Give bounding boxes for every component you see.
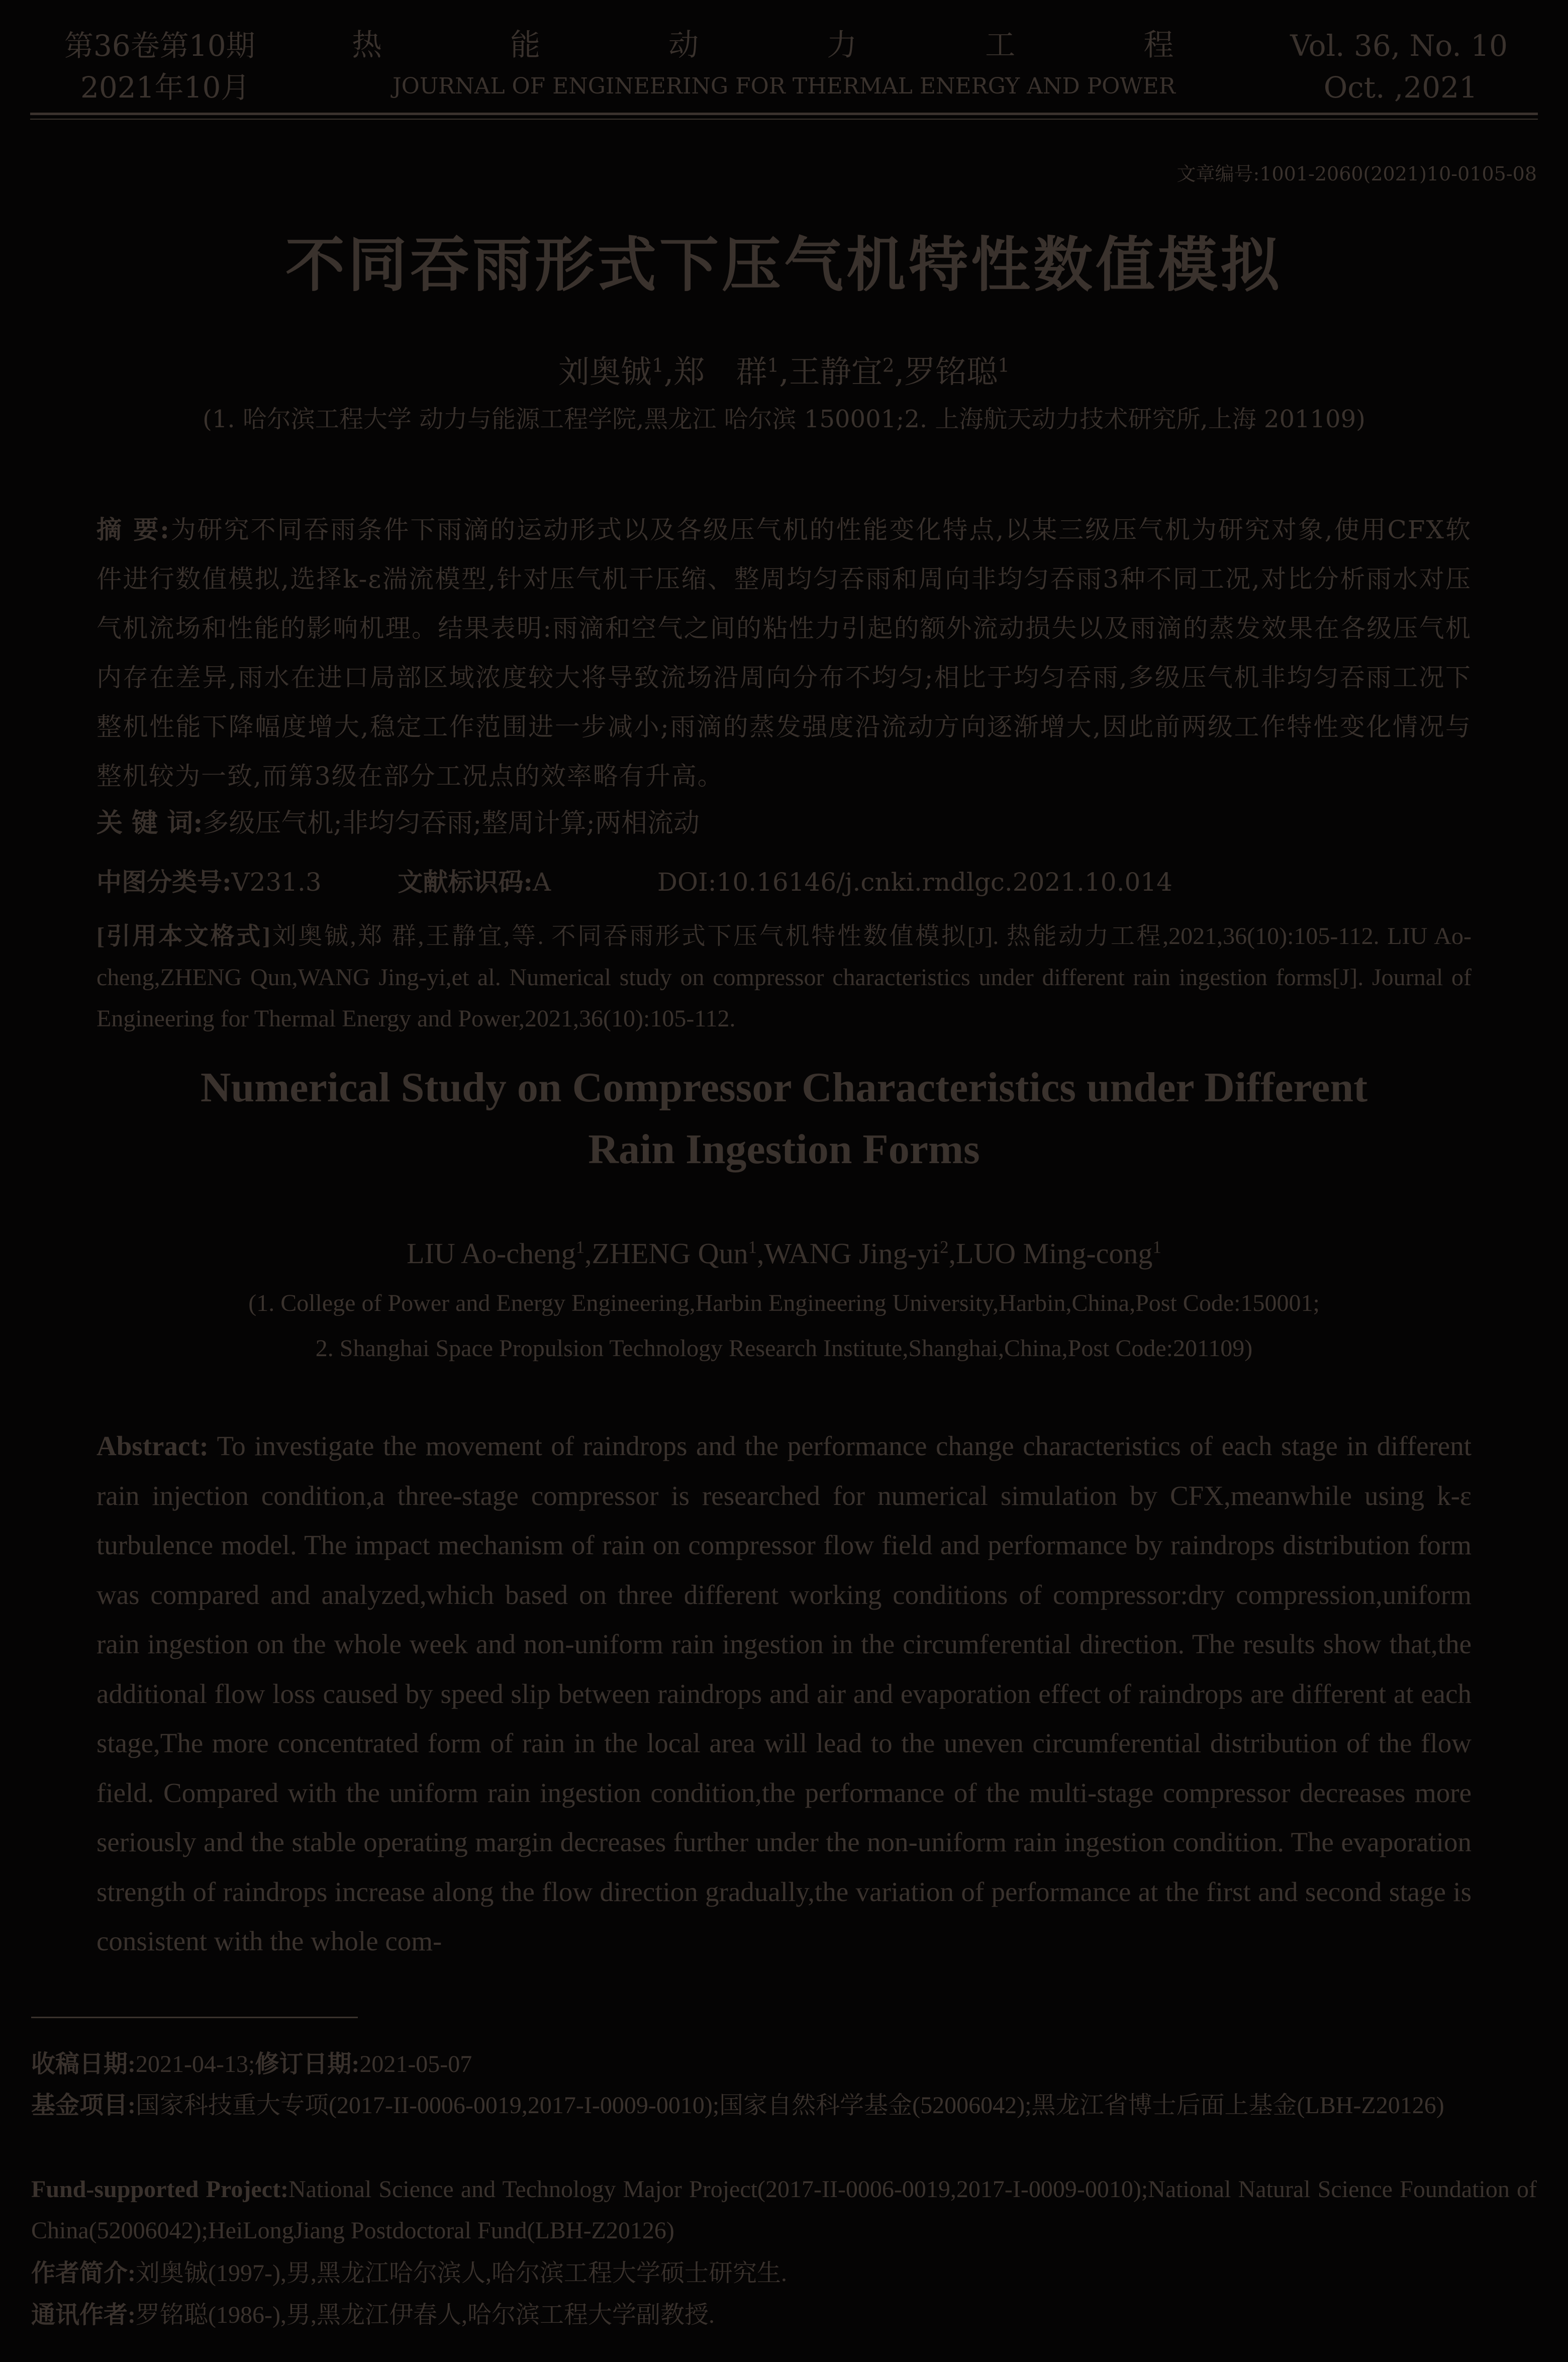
citation <box>96 916 1472 1040</box>
author-en: ZHENG Qun$^1$ <box>592 1237 757 1270</box>
authors-en: LIU Ao-cheng$^1$,ZHENG Qun$^1$,WANG Jing-$yi^2,LUO$ Ming-cong$^1$ <box>407 1237 1161 1270</box>
citation-text: 刘奥铖,郑 群,王静宜,等. 不同吞雨形式下压气机特性数值模拟[J]. 热能动力工程,2021,36(10):105-112. LIU Ao-cheng,ZHENG Qun,WANG Jing-yi,et al. Numerical study on compressor characteristics under different rain ingestion forms[J]. Journal of Engineering for Thermal Energy and Power,2021,36(10):105-112. <box>96 923 1472 1032</box>
abstract-en-label: Abstract: <box>96 1431 209 1461</box>
keywords-label: 关 键 词: <box>96 808 203 838</box>
abstract-en-text: To investigate the movement of raindrops and the performance change characteristics of each stage in different rain injection condition,a three-stage compressor is researched for numerical simulation by CFX,meanwhile using k-ε turbulence model. The impact mechanism of rain on compressor flow field and performance by raindrops distribution form was compared and analyzed,which based on three different working conditions of compressor:dry compression,uniform rain ingestion on the whole week and non-uniform rain ingestion in the circumferential direction. The results show that,the additional flow loss caused by speed slip between raindrops and air and evaporation effect of raindrops are different at each stage,The more concentrated form of rain in the local area will lead to the uneven circumferential distribution of the flow field. Compared with the uniform rain ingestion condition,the performance of the multi-stage compressor decreases more seriously and the stable operating margin decreases further under the non-uniform rain ingestion condition. The evaporation strength of raindrops increase along the flow direction gradually,the variation of performance at the first and second stage is consistent with the whole com- <box>96 1431 1472 1956</box>
author-en: LUO Ming-cong$^1$ <box>955 1237 1161 1270</box>
author-cn: 刘奥铖$^1$ <box>558 353 664 390</box>
article-id: 文章编号:1001-2060(2021)10-0105-08 <box>1177 163 1537 185</box>
authors-cn: 刘奥铖$^1$,郑 群$^1$,王静宜$^2$,罗铭聪$^1$ <box>558 353 1010 390</box>
abstract-cn-label: 摘 要: <box>96 515 170 544</box>
footnote-rule <box>31 2017 358 2018</box>
affiliation-cn: (1. 哈尔滨工程大学 动力与能源工程学院,黑龙江 哈尔滨 150001;2. 上海航天动力技术研究所,上海 201109) <box>203 405 1365 433</box>
classification-line <box>96 862 1172 898</box>
doc-code-label: 文献标识码: <box>398 867 533 897</box>
affiliation-en-line1: (1. College of Power and Energy Engineering,Harbin Engineering University,Harbin,China,Post Code:150001; <box>248 1290 1320 1316</box>
header-rule-bottom <box>30 119 1538 120</box>
date-cn: 2021年10月 <box>80 70 250 105</box>
affiliation-en-line2: 2. Shanghai Space Propulsion Technology Research Institute,Shanghai,China,Post Code:201109) <box>315 1335 1253 1362</box>
footnote-dates: 收稿日期:2021-04-13;修订日期:2021-05-07 <box>31 2051 472 2077</box>
title-en-line1: Numerical Study on Compressor Characteristics under Different <box>200 1064 1368 1111</box>
journal-title-en: JOURNAL OF ENGINEERING FOR THERMAL ENERGY AND POWER <box>393 73 1175 99</box>
author-cn: 罗铭聪$^1$ <box>904 353 1010 390</box>
author-cn: 王静宜$^2$ <box>789 353 895 390</box>
keywords-text: 多级压气机;非均匀吞雨;整周计算;两相流动 <box>203 808 700 838</box>
clc-label: 中图分类号: <box>96 867 232 897</box>
volume-issue-en: Vol. 36, No. 10 <box>1290 29 1508 63</box>
doc-code-value: A <box>533 868 551 897</box>
doi: DOI:10.16146/j.cnki.rndlgc.2021.10.014 <box>657 868 1172 897</box>
author-en: WANG Jing-$yi^2$ <box>764 1237 949 1270</box>
title-cn: 不同吞雨形式下压气机特性数值模拟 <box>285 230 1283 300</box>
header-rule-top <box>30 113 1538 115</box>
abstract-cn-text: 为研究不同吞雨条件下雨滴的运动形式以及各级压气机的性能变化特点,以某三级压气机为研究对象,使用CFX软件进行数值模拟,选择k-ε湍流模型,针对压气机干压缩、整周均匀吞雨和周向非均匀吞雨3种不同工况,对比分析雨水对压气机流场和性能的影响机理。结果表明:雨滴和空气之间的粘性力引起的额外流动损失以及雨滴的蒸发效果在各级压气机内存在差异,雨水在进口局部区域浓度较大将导致流场沿周向分布不均匀;相比于均匀吞雨,多级压气机非均匀吞雨工况下整机性能下降幅度增大,稳定工作范围进一步减小;雨滴的蒸发强度沿流动方向逐渐增大,因此前两级工作特性变化情况与整机较为一致,而第3级在部分工况点的效率略有升高。 <box>96 515 1472 791</box>
author-en: LIU Ao-cheng$^1$ <box>407 1237 585 1270</box>
volume-issue-cn: 第36卷第10期 <box>64 29 255 63</box>
abstract-en <box>96 1422 1472 1966</box>
citation-label: [引用本文格式] <box>96 923 270 950</box>
footnote-fund-en: Fund-supported Project:National Science and Technology Major Project(2017-II-0006-0019,2017-I-0009-0010);National Natural Science Foundation of China(52006042);HeiLongJiang Postdoctoral Fund(LBH-Z20126) <box>31 2176 1537 2244</box>
date-en: Oct. ,2021 <box>1323 70 1478 105</box>
footnote-fund-cn: 基金项目:国家科技重大专项(2017-II-0006-0019,2017-I-0009-0010);国家自然科学基金(52006042);黑龙江省博士后面上基金(LBH-Z20126) <box>31 2092 1444 2119</box>
keywords-cn <box>96 802 700 839</box>
abstract-cn <box>96 505 1472 801</box>
footnote-corresponding: 通讯作者:罗铭聪(1986-),男,黑龙江伊春人,哈尔滨工程大学副教授. <box>31 2302 715 2328</box>
footnote-author: 作者简介:刘奥铖(1997-),男,黑龙江哈尔滨人,哈尔滨工程大学硕士研究生. <box>31 2260 787 2287</box>
author-cn: 郑 群$^1$ <box>673 353 779 390</box>
journal-title-cn: 热 能 动 力 工 程 <box>352 28 1233 63</box>
clc-value: V231.3 <box>231 868 322 897</box>
title-en-line2: Rain Ingestion Forms <box>588 1126 980 1173</box>
